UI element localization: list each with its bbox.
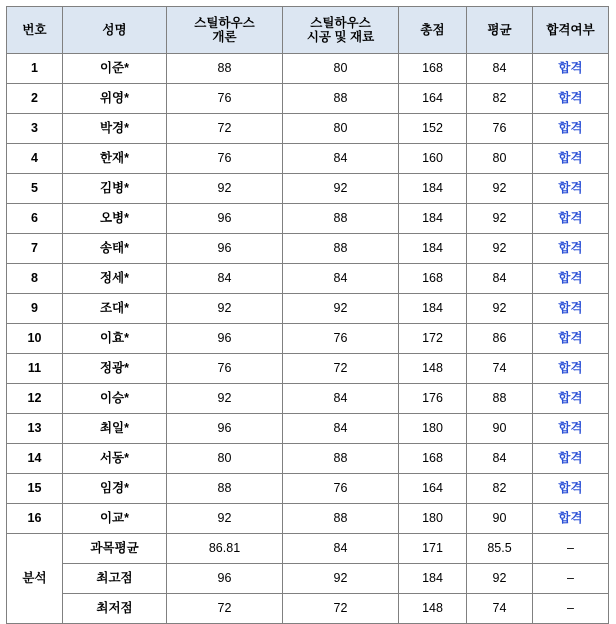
header-label-line1: 합격여부 [546,22,595,37]
cell-pass: 합격 [533,264,609,294]
cell-subject2: 92 [283,564,399,594]
header-label-line1: 스틸하우스 [310,15,371,30]
cell-subject1: 72 [167,114,283,144]
cell-average: 82 [467,84,533,114]
cell-subject2: 88 [283,84,399,114]
cell-subject1: 92 [167,174,283,204]
cell-average: 82 [467,474,533,504]
cell-pass: 합격 [533,54,609,84]
cell-subject2: 88 [283,204,399,234]
table-row [7,504,609,534]
cell-subject2: 84 [283,144,399,174]
header-label-line1: 스틸하우스 [194,15,255,30]
header-cell-subject2 [283,7,399,54]
cell-subject1: 72 [167,594,283,624]
cell-average: 92 [467,174,533,204]
cell-no: 11 [7,354,63,384]
cell-total: 184 [399,564,467,594]
cell-total: 184 [399,174,467,204]
cell-average: 86 [467,324,533,354]
table-row [7,414,609,444]
table-row [7,354,609,384]
cell-subject2: 72 [283,354,399,384]
table-row [7,114,609,144]
cell-no: 2 [7,84,63,114]
cell-name: 위영* [63,84,167,114]
cell-subject2: 76 [283,324,399,354]
cell-no: 15 [7,474,63,504]
cell-pass: 합격 [533,174,609,204]
cell-subject1: 86.81 [167,534,283,564]
cell-subject1: 88 [167,54,283,84]
cell-subject1: 92 [167,384,283,414]
cell-pass: 합격 [533,414,609,444]
cell-no: 7 [7,234,63,264]
cell-average: 88 [467,384,533,414]
cell-name: 정세* [63,264,167,294]
header-cell-no [7,7,63,54]
cell-name: 박경* [63,114,167,144]
table-row [7,264,609,294]
cell-pass: 합격 [533,324,609,354]
table-row [7,54,609,84]
cell-subject1: 96 [167,234,283,264]
cell-name: 송태* [63,234,167,264]
cell-average: 90 [467,504,533,534]
cell-subject1: 96 [167,414,283,444]
cell-subject1: 92 [167,504,283,534]
cell-subject1: 96 [167,204,283,234]
table-row [7,324,609,354]
cell-average: 76 [467,114,533,144]
summary-row [7,534,609,564]
cell-name: 정광* [63,354,167,384]
cell-pass: 합격 [533,294,609,324]
header-label-line2: 개론 [212,30,237,44]
cell-no: 13 [7,414,63,444]
cell-subject2: 84 [283,384,399,414]
grade-table [6,6,609,624]
cell-total: 148 [399,354,467,384]
cell-total: 160 [399,144,467,174]
cell-subject2: 84 [283,534,399,564]
header-cell-name [63,7,167,54]
cell-no: 1 [7,54,63,84]
cell-pass: 합격 [533,204,609,234]
cell-total: 168 [399,444,467,474]
cell-pass: 합격 [533,474,609,504]
cell-average: 92 [467,564,533,594]
cell-subject2: 88 [283,234,399,264]
cell-name: 한재* [63,144,167,174]
cell-average: 84 [467,264,533,294]
cell-subject1: 92 [167,294,283,324]
header-cell-subject1 [167,7,283,54]
table-row [7,84,609,114]
header-cell-total [399,7,467,54]
cell-total: 176 [399,384,467,414]
cell-subject2: 76 [283,474,399,504]
header-row [7,7,609,54]
cell-subject2: 88 [283,444,399,474]
cell-pass: 합격 [533,234,609,264]
cell-pass: – [533,564,609,594]
cell-total: 168 [399,54,467,84]
cell-summary-name: 최저점 [63,594,167,624]
cell-average: 92 [467,294,533,324]
cell-pass: 합격 [533,384,609,414]
cell-subject2: 80 [283,54,399,84]
table-row [7,234,609,264]
table-row [7,294,609,324]
cell-subject1: 76 [167,354,283,384]
cell-subject2: 72 [283,594,399,624]
cell-subject2: 92 [283,174,399,204]
cell-average: 84 [467,444,533,474]
header-label-line1: 성명 [102,22,127,37]
cell-total: 148 [399,594,467,624]
cell-pass: 합격 [533,354,609,384]
cell-subject2: 84 [283,264,399,294]
cell-no: 14 [7,444,63,474]
cell-no: 6 [7,204,63,234]
cell-total: 180 [399,504,467,534]
table-row [7,144,609,174]
cell-pass: 합격 [533,114,609,144]
cell-pass: 합격 [533,444,609,474]
table-row [7,474,609,504]
cell-no: 8 [7,264,63,294]
cell-no: 4 [7,144,63,174]
cell-name: 김병* [63,174,167,204]
cell-subject1: 96 [167,564,283,594]
cell-name: 이승* [63,384,167,414]
table-row [7,204,609,234]
cell-pass: 합격 [533,144,609,174]
cell-subject1: 80 [167,444,283,474]
header-label-line2: 시공 및 재료 [306,30,375,44]
cell-name: 서동* [63,444,167,474]
cell-total: 164 [399,84,467,114]
header-label-line1: 평균 [487,22,512,37]
cell-pass: – [533,534,609,564]
cell-subject1: 76 [167,144,283,174]
cell-subject1: 88 [167,474,283,504]
summary-row [7,564,609,594]
cell-subject2: 88 [283,504,399,534]
cell-name: 이효* [63,324,167,354]
cell-average: 92 [467,204,533,234]
cell-pass: 합격 [533,504,609,534]
cell-average: 85.5 [467,534,533,564]
table-row [7,444,609,474]
cell-average: 74 [467,354,533,384]
cell-pass: – [533,594,609,624]
cell-total: 172 [399,324,467,354]
cell-average: 90 [467,414,533,444]
cell-average: 80 [467,144,533,174]
cell-name: 오병* [63,204,167,234]
cell-name: 임경* [63,474,167,504]
cell-no: 10 [7,324,63,354]
header-cell-pass [533,7,609,54]
header-cell-average [467,7,533,54]
cell-total: 184 [399,294,467,324]
cell-total: 171 [399,534,467,564]
cell-subject2: 84 [283,414,399,444]
cell-summary-name: 과목평균 [63,534,167,564]
summary-row [7,594,609,624]
cell-subject1: 84 [167,264,283,294]
cell-no: 16 [7,504,63,534]
cell-subject2: 92 [283,294,399,324]
cell-total: 168 [399,264,467,294]
cell-no: 5 [7,174,63,204]
cell-summary-name: 최고점 [63,564,167,594]
cell-name: 이교* [63,504,167,534]
cell-subject2: 80 [283,114,399,144]
table-row [7,384,609,414]
cell-average: 74 [467,594,533,624]
cell-no: 12 [7,384,63,414]
cell-subject1: 76 [167,84,283,114]
cell-total: 184 [399,204,467,234]
table-row [7,174,609,204]
cell-name: 조대* [63,294,167,324]
cell-subject1: 96 [167,324,283,354]
cell-no: 3 [7,114,63,144]
header-label-line1: 총점 [420,22,445,37]
cell-total: 164 [399,474,467,504]
analysis-label: 분석 [7,534,63,624]
cell-total: 180 [399,414,467,444]
cell-total: 152 [399,114,467,144]
cell-name: 최일* [63,414,167,444]
cell-pass: 합격 [533,84,609,114]
cell-no: 9 [7,294,63,324]
cell-average: 92 [467,234,533,264]
table-header [7,7,609,54]
cell-name: 이준* [63,54,167,84]
cell-average: 84 [467,54,533,84]
header-label-line1: 번호 [22,22,47,37]
cell-total: 184 [399,234,467,264]
table-body [7,54,609,624]
